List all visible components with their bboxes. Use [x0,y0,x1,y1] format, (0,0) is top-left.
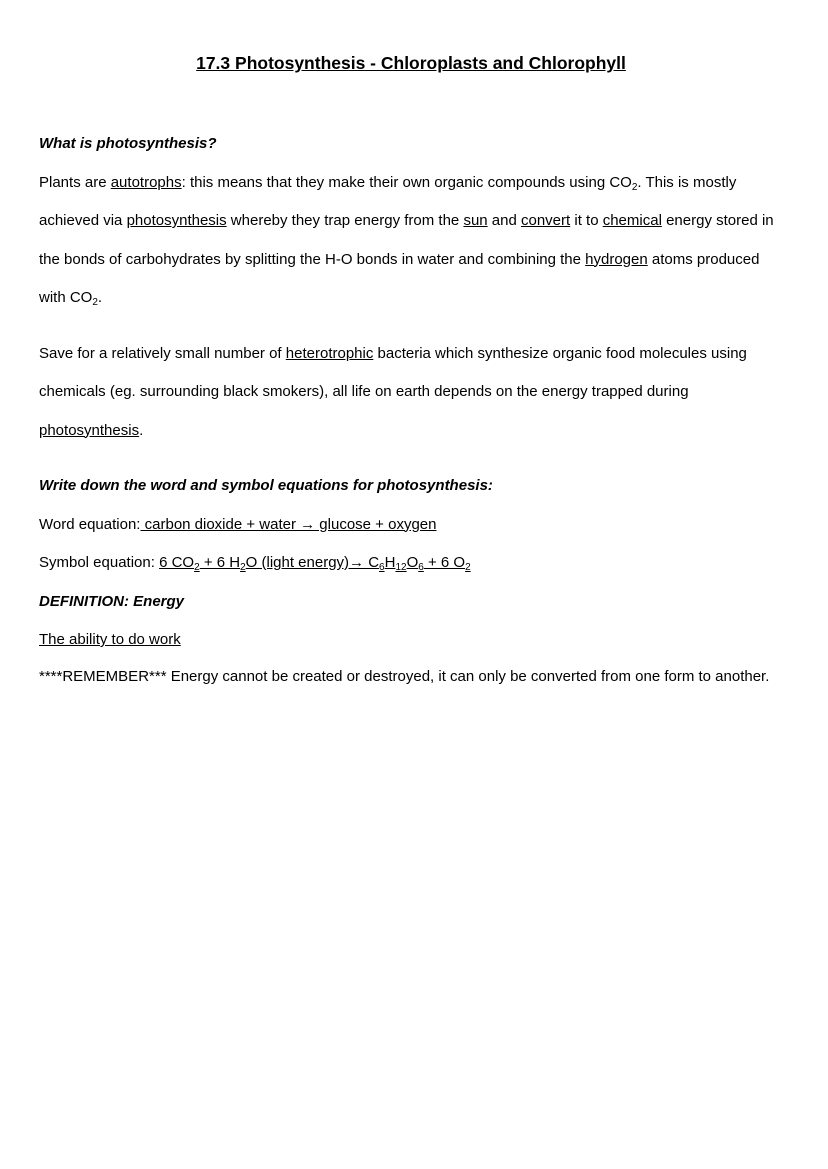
text-run: : this means that they make their own organic compounds using CO [181,173,632,191]
underlined-text: carbon dioxide + water → glucose + oxygen [140,515,437,533]
underlined-text: hydrogen [585,250,648,268]
subscript-text: 6 [379,562,385,573]
underlined-text: The ability to do work [39,631,181,648]
heading-definition-energy [39,583,783,622]
text-run: ****REMEMBER*** Energy cannot be created or destroyed, it can only be converted from one form to another. [39,667,770,685]
subscript-text: 2 [240,562,246,573]
underlined-text: + 6 O [423,554,466,571]
text-run: DEFINITION: Energy [39,592,185,610]
text-run: Symbol equation: [39,554,160,571]
heading-what-is-photosynthesis [39,125,783,164]
underlined-text: + 6 H [199,554,241,571]
text-run: whereby they trap energy from the [226,212,464,229]
text-run: What is photosynthesis? [39,135,217,152]
definition-text-line [39,621,783,660]
underlined-text: convert [521,212,571,229]
underlined-text: autotrophs [110,173,182,191]
text-run: . [139,421,144,439]
underlined-text: photosynthesis [39,421,140,439]
text-run: Word equation: [39,515,141,533]
text-run: Write down the word and symbol equations for photosynthesis: [39,477,493,494]
text-run: Save for a relatively small number of [39,344,286,362]
text-run: Plants are [39,173,111,191]
text-run: atoms produced with CO [39,250,760,306]
symbol-equation-line [39,544,783,583]
text-run: bacteria which synthesize organic food molecules using chemicals (eg. surrounding black smokers), all life on earth depends on the energy trapped during [39,344,747,400]
subscript-text: 2 [92,297,98,308]
underlined-text: H [384,554,396,571]
text-run: . [97,289,103,306]
subscript-text: 6 [418,562,424,573]
underlined-text: chemical [602,212,662,229]
subscript-text: 2 [194,562,200,573]
text-run: and [487,212,521,229]
underlined-text: 6 CO [159,554,195,571]
subscript-text: 2 [465,562,471,573]
underlined-text: heterotrophic [285,344,374,362]
text-run: . This is mostly achieved via [39,173,737,229]
underlined-text: O (light energy)→ C [245,554,380,571]
underlined-text: photosynthesis [126,212,227,229]
underlined-text: sun [463,212,488,229]
remember-note [39,666,783,689]
heading-equations [39,467,783,506]
subscript-text: 12 [395,562,407,573]
para-autotrophs [39,164,783,318]
subscript-text: 2 [631,181,638,193]
text-run: it to [570,212,603,229]
page-title [39,0,783,74]
word-equation-line [39,506,783,545]
text-run: energy stored in the bonds of carbohydrates by splitting the H-O bonds in water and combining the [39,212,774,268]
para-heterotrophic [39,335,783,451]
underlined-text: O [406,554,419,571]
underlined-text: 17.3 Photosynthesis - Chloroplasts and Chlorophyll [196,53,626,73]
